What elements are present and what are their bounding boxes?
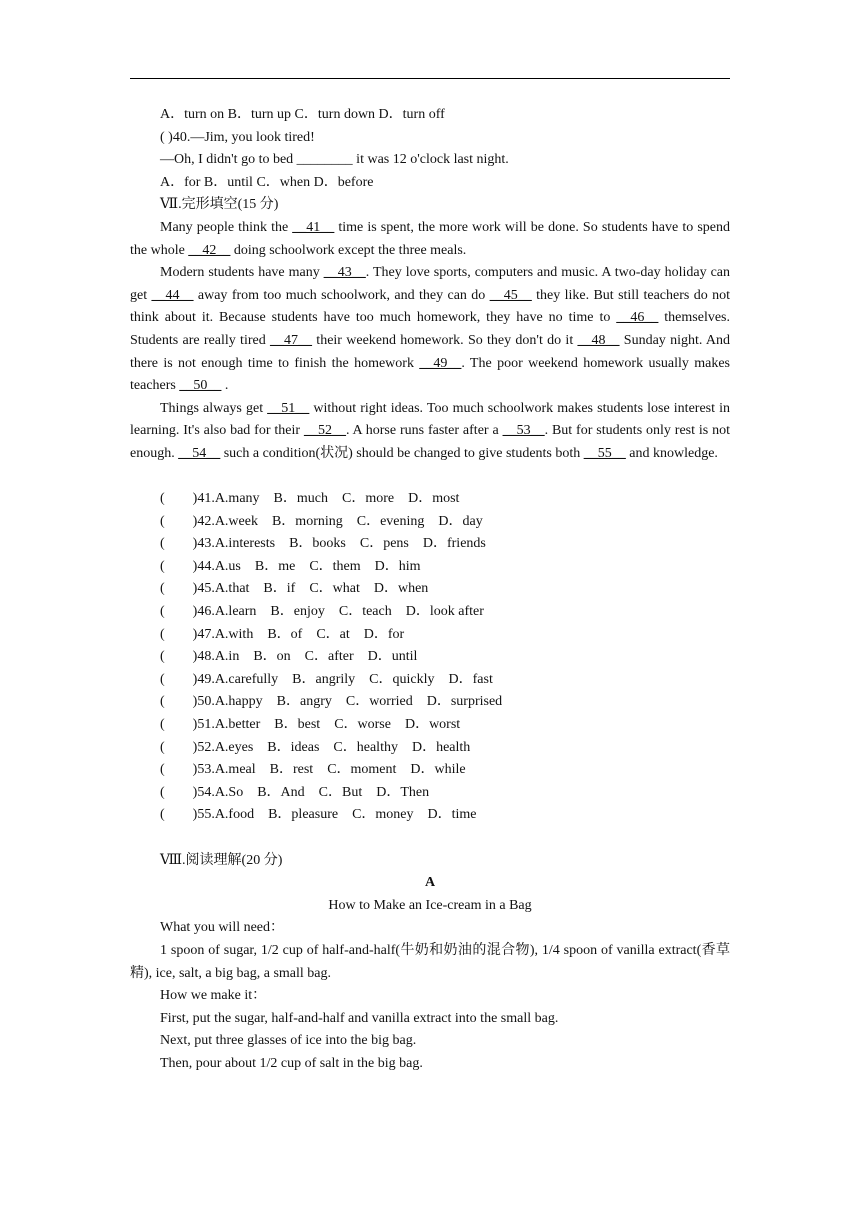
ingredients-text: 1 spoon of sugar, 1/2 cup of half-and-half(牛奶和奶油的混合物), 1/4 spoon of vanilla extract(香草精), ice, salt, a big bag, a small bag.	[130, 942, 730, 981]
q40-options: A．for B．until C．when D．before	[160, 174, 374, 190]
cloze-question: ( )48.A.in B．on C．after D．until	[160, 649, 418, 665]
cloze-question-list	[130, 488, 730, 827]
cloze-question: ( )47.A.with B．of C．at D．for	[160, 626, 405, 642]
cloze-question: ( )45.A.that B．if C．what D．when	[160, 581, 429, 597]
cloze-question: ( )42.A.week B．morning C．evening D．day	[160, 513, 483, 529]
cloze-question: ( )44.A.us B．me C．them D．him	[160, 558, 421, 574]
cloze-question: ( )49.A.carefully B．angrily C．quickly D．fast	[160, 671, 493, 687]
q39-options: A．turn on B．turn up C．turn down D．turn off	[160, 107, 445, 122]
ingredients-label: What you will need：	[160, 920, 285, 936]
header-rule	[130, 78, 730, 79]
cloze-question: ( )50.A.happy B．angry C．worried D．surprised	[160, 694, 503, 710]
cloze-paragraph-3: Things always get __51__ without right ideas. Too much schoolwork makes students lose interest in learning. It's also bad for their __52__. A horse runs faster after a __53__. But for students only rest is not enough. __54__ such a condition(状况) should be changed to give students both __55__ and knowledge.	[130, 400, 731, 461]
passage-title: How to Make an Ice-cream in a Bag	[328, 897, 532, 913]
document-body	[130, 104, 730, 1076]
cloze-paragraph-2: Modern students have many __43__. They love sports, computers and music. A two-day holiday can get __44__ away from too much schoolwork, and they can do __45__ they like. But still teachers do not think about it. Because students have too much homework, they have no time to __46__ themselves. Students are really tired __47__ their weekend homework. So they don't do it __48__ Sunday night. And there is not enough time to finish the homework __49__. The poor weekend homework usually makes teachers __50__ .	[130, 265, 731, 394]
cloze-question: ( )51.A.better B．best C．worse D．worst	[160, 717, 461, 733]
method-label: How we make it：	[160, 988, 267, 1004]
method-step: Then, pour about 1/2 cup of salt in the big bag.	[160, 1055, 423, 1071]
method-step: First, put the sugar, half-and-half and vanilla extract into the small bag.	[160, 1010, 559, 1026]
cloze-question: ( )46.A.learn B．enjoy C．teach D．look after	[160, 604, 484, 620]
q40-reply: —Oh, I didn't go to bed ________ it was 12 o'clock last night.	[160, 152, 509, 168]
cloze-question: ( )52.A.eyes B．ideas C．healthy D．health	[160, 739, 471, 755]
q40-stem: ( )40.—Jim, you look tired!	[160, 129, 315, 145]
cloze-question: ( )54.A.So B．And C．But D．Then	[160, 784, 430, 800]
section8-heading: Ⅷ.阅读理解(20 分)	[160, 852, 283, 868]
cloze-question: ( )55.A.food B．pleasure C．money D．time	[160, 807, 477, 823]
section7-heading: Ⅶ.完形填空(15 分)	[160, 197, 279, 213]
cloze-question: ( )43.A.interests B．books C．pens D．friends	[160, 536, 486, 552]
cloze-question: ( )53.A.meal B．rest C．moment D．while	[160, 762, 466, 778]
cloze-paragraph-1: Many people think the __41__ time is spent, the more work will be done. So students have to spend the whole __42__ doing schoolwork except the three meals.	[130, 219, 730, 258]
cloze-question: ( )41.A.many B．much C．more D．most	[160, 491, 460, 507]
method-step: Next, put three glasses of ice into the big bag.	[160, 1033, 417, 1049]
passage-label: A	[424, 875, 436, 891]
